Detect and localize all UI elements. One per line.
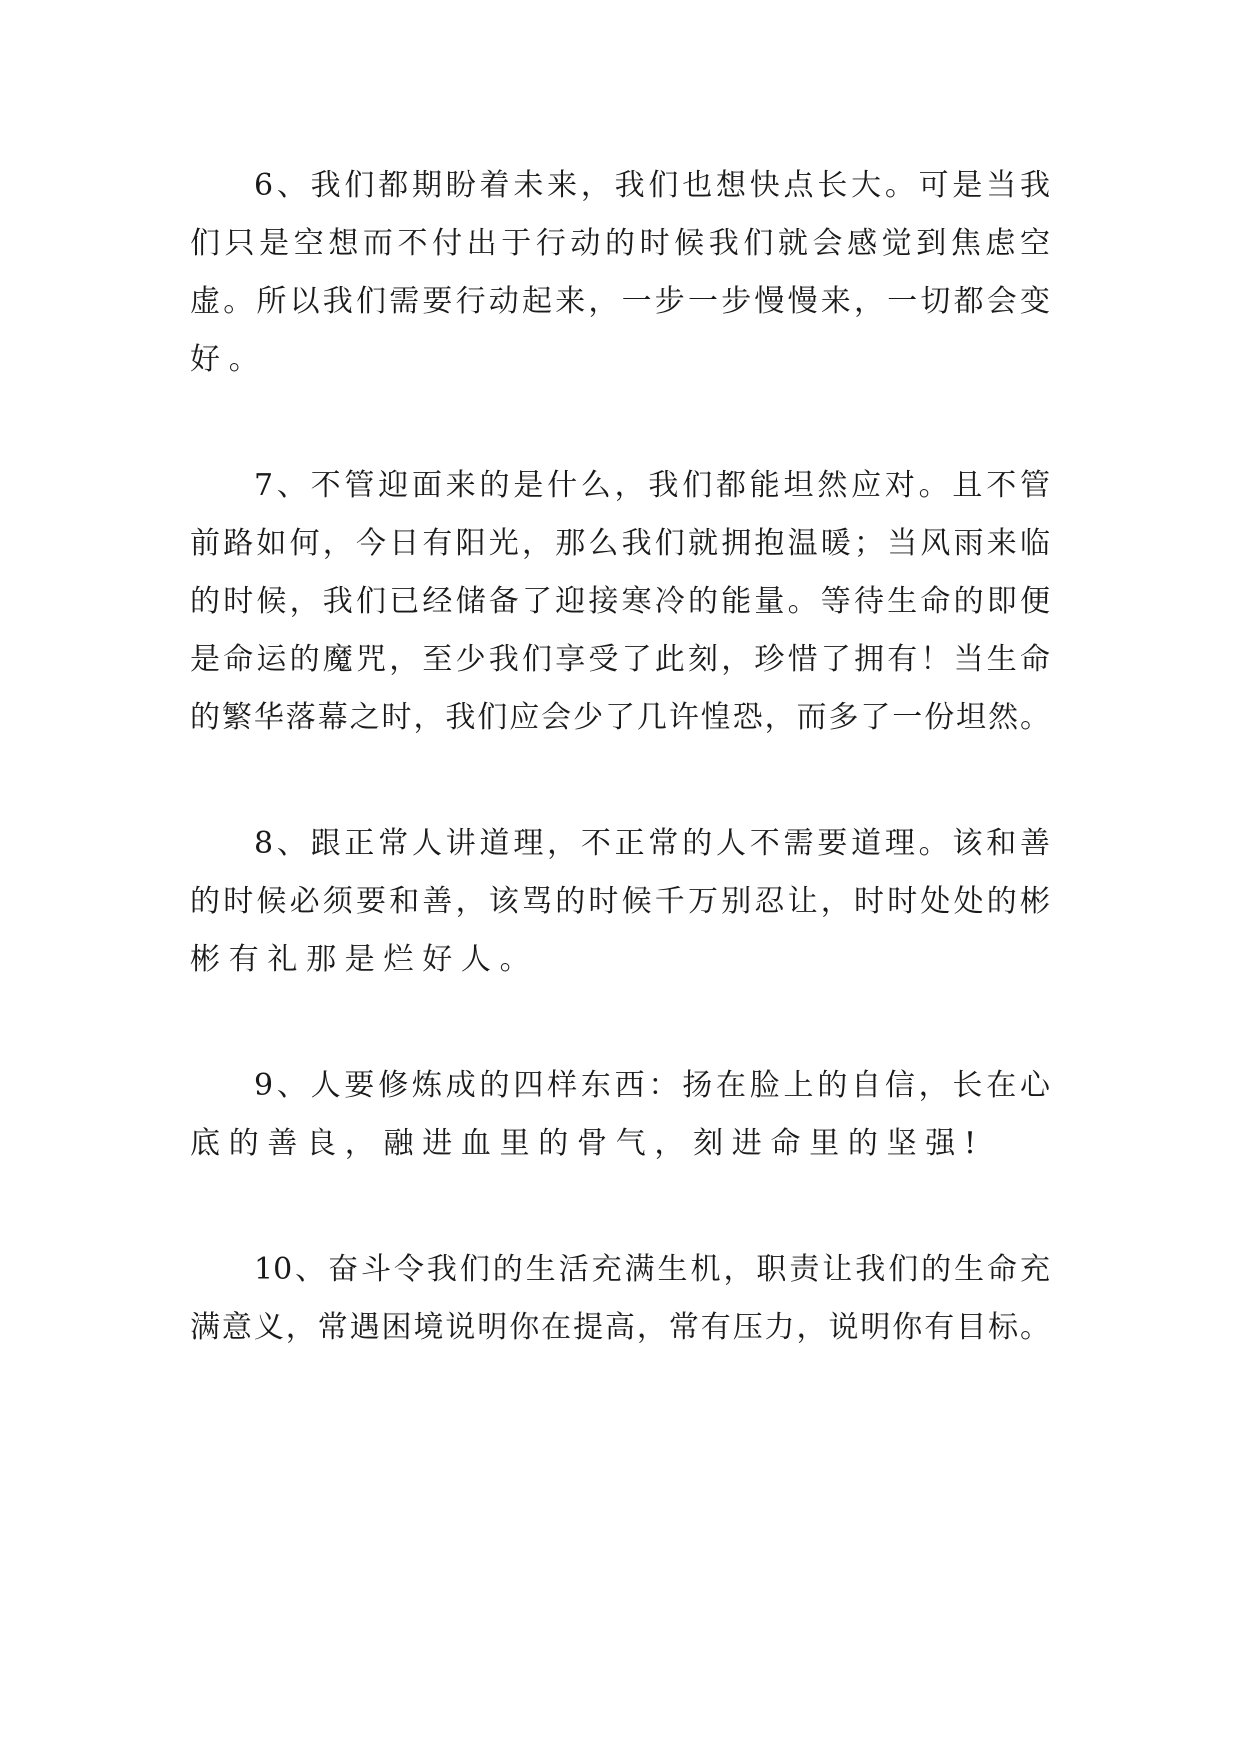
paragraph-line: 的繁华落幕之时，我们应会少了几许惶恐，而多了一份坦然。 (190, 700, 1050, 735)
paragraph-spacer (190, 1173, 1050, 1241)
paragraph-line: 8、跟正常人讲道理，不正常的人不需要道理。该和善 (254, 826, 1050, 861)
paragraph-7 (190, 457, 1050, 747)
paragraph-line: 9、人要修炼成的四样东西：扬在脸上的自信，长在心 (254, 1068, 1050, 1103)
paragraph-line: 好。 (190, 342, 268, 377)
paragraph-line: 前路如何，今日有阳光，那么我们就拥抱温暖；当风雨来临 (190, 526, 1050, 561)
paragraph-line: 6、我们都期盼着未来，我们也想快点长大。可是当我 (254, 168, 1050, 203)
paragraph-line: 的时候，我们已经储备了迎接寒冷的能量。等待生命的即便 (190, 584, 1050, 619)
paragraph-line: 是命运的魔咒，至少我们享受了此刻，珍惜了拥有！当生命 (190, 642, 1050, 677)
paragraph-line: 10、奋斗令我们的生活充满生机，职责让我们的生命充 (254, 1252, 1050, 1287)
paragraph-line: 们只是空想而不付出于行动的时候我们就会感觉到焦虑空 (190, 226, 1050, 261)
paragraph-line: 虚。所以我们需要行动起来，一步一步慢慢来，一切都会变 (190, 284, 1050, 319)
paragraph-line: 7、不管迎面来的是什么，我们都能坦然应对。且不管 (254, 468, 1050, 503)
paragraph-6 (190, 157, 1050, 389)
paragraph-10 (190, 1241, 1050, 1357)
paragraph-8 (190, 815, 1050, 989)
paragraph-spacer (190, 389, 1050, 457)
paragraph-line: 的时候必须要和善，该骂的时候千万别忍让，时时处处的彬 (190, 884, 1050, 919)
document-body (190, 157, 1050, 1357)
paragraph-spacer (190, 989, 1050, 1057)
paragraph-spacer (190, 747, 1050, 815)
paragraph-line: 底的善良，融进血里的骨气，刻进命里的坚强! (190, 1126, 985, 1161)
paragraph-line: 满意义，常遇困境说明你在提高，常有压力，说明你有目标。 (190, 1310, 1050, 1345)
paragraph-line: 彬有礼那是烂好人。 (190, 942, 539, 977)
paragraph-9 (190, 1057, 1050, 1173)
